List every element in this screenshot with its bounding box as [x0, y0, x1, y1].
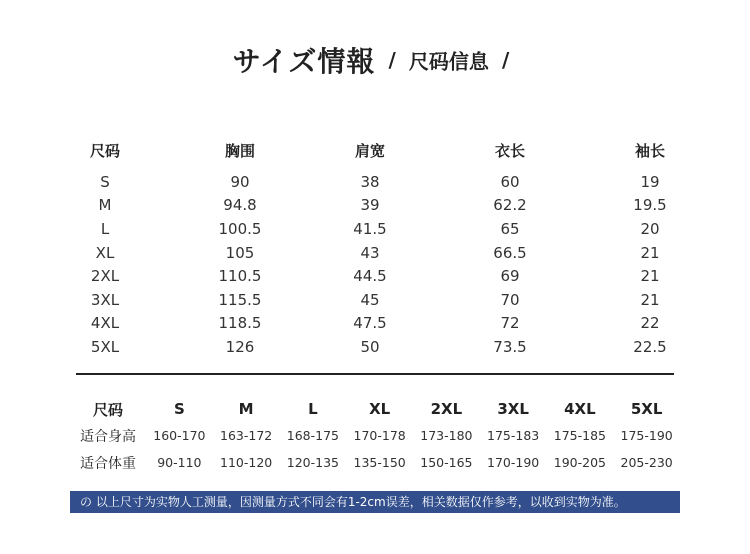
title-separator-left: /	[388, 48, 396, 72]
cell-chest: 105	[225, 243, 255, 262]
cell-sleeve: 19	[640, 172, 660, 191]
cell-size: S	[100, 172, 110, 191]
measurement-header-row	[30, 140, 720, 170]
height-label: 适合身高	[80, 428, 136, 445]
cell-shoulder: 47.5	[353, 314, 387, 333]
height-value: 170-178	[353, 428, 406, 443]
weight-value: 150-165	[420, 455, 473, 470]
weight-value: 205-230	[620, 455, 673, 470]
cell-size: XL	[95, 243, 115, 262]
size-label: 2XL	[430, 400, 463, 418]
table-row	[30, 335, 720, 359]
cell-length: 73.5	[493, 337, 527, 356]
cell-chest: 118.5	[218, 314, 262, 333]
cell-sleeve: 21	[640, 243, 660, 262]
cell-length: 72	[500, 314, 520, 333]
height-value: 163-172	[220, 428, 273, 443]
measurement-table	[30, 140, 720, 359]
header-shoulder: 肩宽	[354, 142, 385, 160]
size-label: L	[308, 400, 318, 418]
size-label: S	[173, 400, 185, 418]
cell-size: 2XL	[90, 267, 120, 286]
weight-value: 190-205	[553, 455, 606, 470]
weight-value: 170-190	[487, 455, 540, 470]
cell-chest: 100.5	[218, 219, 262, 238]
height-row	[70, 422, 680, 449]
cell-sleeve: 20	[640, 219, 660, 238]
disclaimer-note: の 以上尺寸为实物人工测量，因测量方式不同会有1-2cm误差，相关数据仅作参考，以收到实物为准。	[70, 491, 680, 513]
size-label: XL	[369, 400, 391, 418]
section-divider	[76, 373, 674, 375]
cell-sleeve: 21	[640, 267, 660, 286]
cell-length: 66.5	[493, 243, 527, 262]
height-value: 168-175	[286, 428, 339, 443]
cell-chest: 90	[230, 172, 250, 191]
table-row	[30, 264, 720, 288]
table-row	[30, 241, 720, 265]
cell-chest: 115.5	[218, 290, 262, 309]
cell-sleeve: 19.5	[633, 196, 667, 215]
cell-shoulder: 39	[360, 196, 380, 215]
cell-size: 4XL	[90, 314, 120, 333]
cell-length: 69	[500, 267, 520, 286]
fit-header-row	[70, 396, 680, 422]
cell-sleeve: 21	[640, 290, 660, 309]
cell-shoulder: 41.5	[353, 219, 387, 238]
cell-length: 65	[500, 219, 520, 238]
cell-chest: 94.8	[223, 196, 257, 215]
table-row	[30, 288, 720, 312]
table-row	[30, 170, 720, 194]
height-value: 160-170	[153, 428, 206, 443]
cell-sleeve: 22	[640, 314, 660, 333]
cell-length: 62.2	[493, 196, 527, 215]
cell-size: 3XL	[90, 290, 120, 309]
cell-shoulder: 38	[360, 172, 380, 191]
size-label: 3XL	[497, 400, 529, 418]
height-value: 175-183	[487, 428, 540, 443]
page-title	[0, 40, 750, 80]
weight-row	[70, 449, 680, 476]
height-value: 175-190	[620, 428, 673, 443]
weight-value: 90-110	[157, 455, 202, 470]
header-length: 衣长	[494, 142, 525, 160]
cell-shoulder: 43	[360, 243, 380, 262]
cell-shoulder: 45	[360, 290, 380, 309]
height-value: 175-185	[553, 428, 606, 443]
cell-size: M	[98, 196, 112, 215]
cell-shoulder: 44.5	[353, 267, 387, 286]
height-value: 173-180	[420, 428, 473, 443]
header-size: 尺码	[89, 142, 120, 160]
fit-header-label: 尺码	[92, 400, 123, 419]
cell-length: 70	[500, 290, 520, 309]
cell-size: L	[100, 219, 110, 238]
weight-label: 适合体重	[80, 455, 136, 472]
table-row	[30, 194, 720, 218]
header-sleeve: 袖长	[634, 142, 665, 160]
cell-sleeve: 22.5	[633, 337, 667, 356]
weight-value: 135-150	[353, 455, 406, 470]
title-japanese: サイズ情報	[232, 45, 376, 78]
table-row	[30, 312, 720, 336]
header-chest: 胸围	[224, 142, 255, 160]
cell-shoulder: 50	[360, 337, 380, 356]
weight-value: 120-135	[286, 455, 339, 470]
cell-chest: 126	[225, 337, 255, 356]
cell-size: 5XL	[90, 337, 120, 356]
fit-table	[70, 396, 680, 476]
title-chinese: 尺码信息	[408, 49, 489, 74]
size-label: 5XL	[630, 400, 663, 418]
table-row	[30, 217, 720, 241]
cell-chest: 110.5	[218, 267, 262, 286]
size-label: M	[238, 400, 254, 418]
weight-value: 110-120	[220, 455, 273, 470]
size-label: 4XL	[564, 400, 596, 418]
cell-length: 60	[500, 172, 520, 191]
title-separator-right: /	[502, 48, 510, 72]
